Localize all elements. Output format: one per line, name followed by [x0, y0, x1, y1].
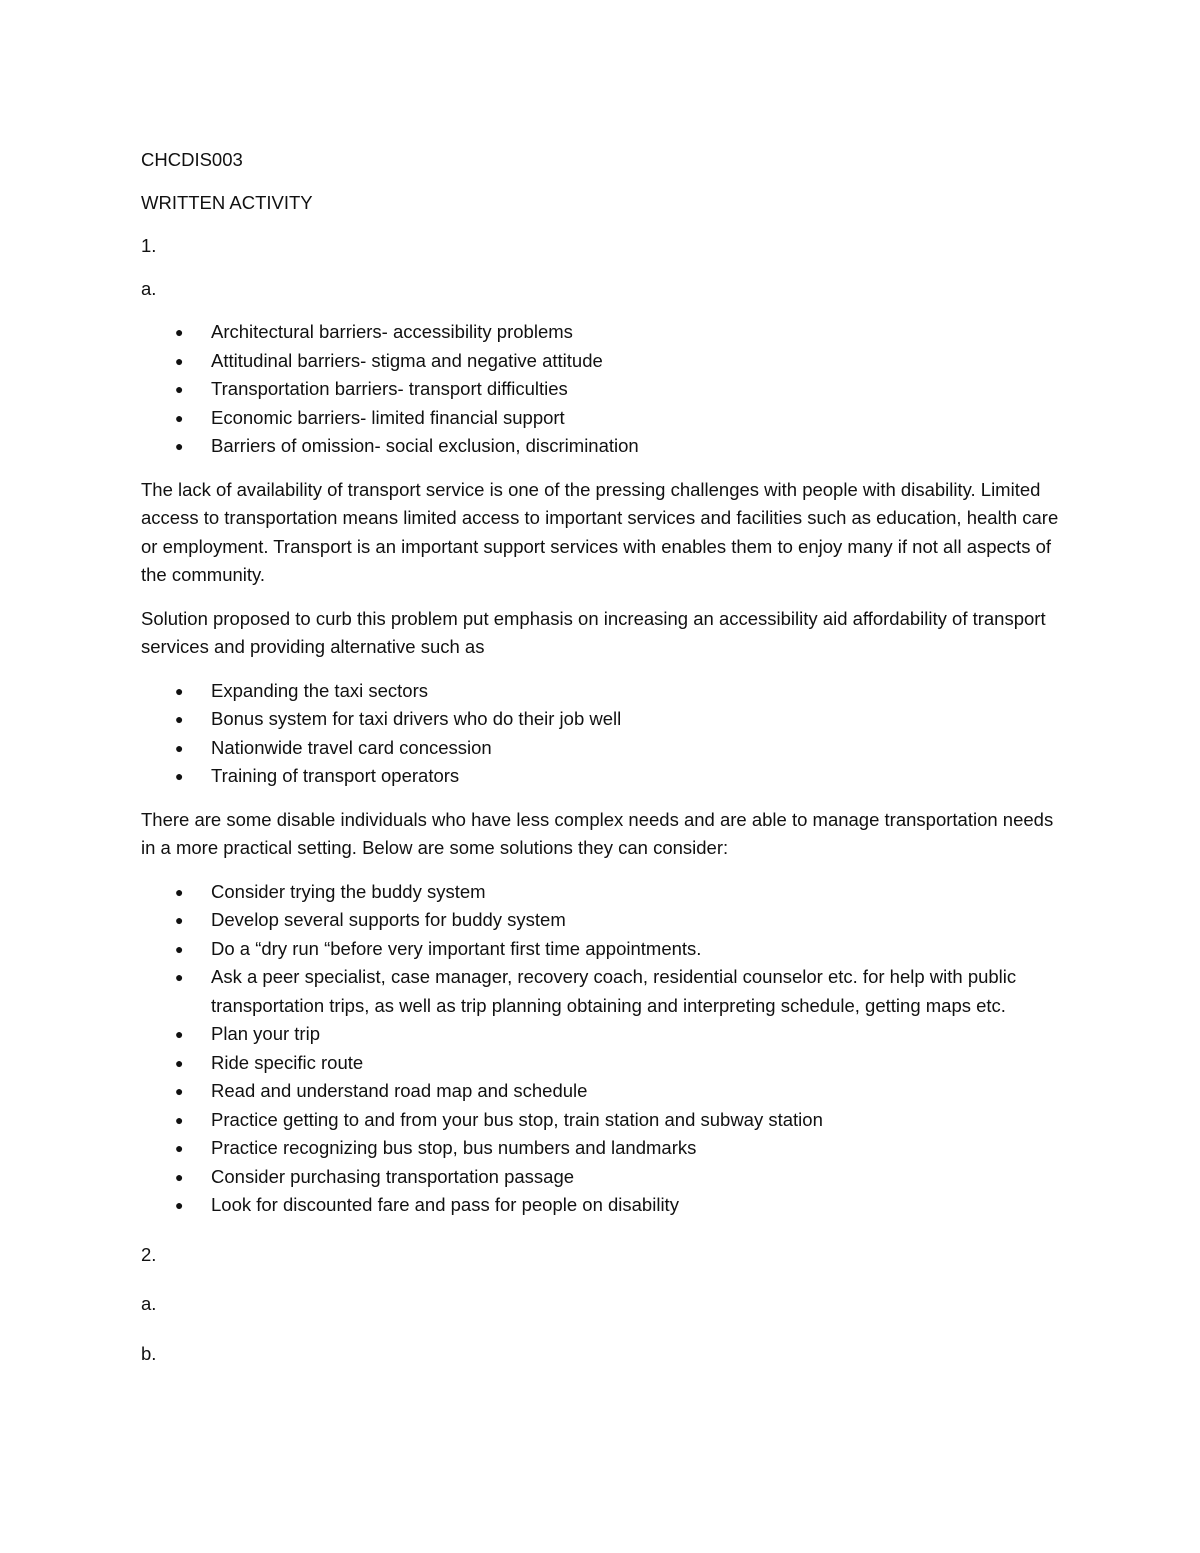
bullet-dot-icon: ●	[175, 1054, 184, 1071]
list-item-text: Look for discounted fare and pass for people on disability	[211, 1194, 679, 1215]
list-item	[141, 878, 1061, 907]
document-content	[141, 146, 1061, 1383]
question-2-part-a: a.	[141, 1293, 157, 1314]
list-item	[141, 677, 1061, 706]
list-item-text: Barriers of omission- social exclusion, discrimination	[211, 435, 639, 456]
list-item-text: Ride specific route	[211, 1051, 364, 1073]
list-item	[141, 1020, 1061, 1049]
list-item-text: Consider trying the buddy system	[211, 880, 486, 902]
list-item	[141, 1163, 1061, 1192]
bullet-dot-icon: ●	[175, 1140, 184, 1156]
list-item-text: Economic barriers- limited financial support	[211, 406, 565, 428]
list-item	[141, 318, 1061, 347]
list-item-text: Read and understand road map and schedule	[211, 1080, 588, 1101]
paragraph-proposed-solutions: Solution proposed to curb this problem put emphasis on increasing an accessibility aid affordability of transport services and providing alternative such as	[141, 607, 1046, 657]
bullet-dot-icon: ●	[175, 1083, 184, 1099]
bullet-dot-icon: ●	[175, 352, 184, 369]
bullet-dot-icon: ●	[175, 1168, 184, 1185]
list-item	[141, 404, 1061, 433]
unit-code: CHCDIS003	[141, 149, 243, 170]
list-item	[141, 1077, 1061, 1106]
question-1-number: 1.	[141, 235, 157, 256]
list-item	[141, 432, 1061, 461]
list-item-text: Ask a peer specialist, case manager, recovery coach, residential counselor etc. for help with public transportation trips, as well as trip planning obtaining and interpreting schedule, getting maps etc.	[211, 966, 1017, 1016]
list-item	[141, 347, 1061, 376]
bullet-dot-icon: ●	[175, 711, 184, 727]
bullet-dot-icon: ●	[175, 324, 184, 340]
bullet-dot-icon: ●	[175, 940, 184, 957]
bullet-dot-icon: ●	[175, 1111, 184, 1128]
list-item	[141, 906, 1061, 935]
practical-solutions-list	[141, 878, 1061, 1220]
list-item-text: Attitudinal barriers- stigma and negative attitude	[211, 349, 603, 371]
list-item-text: Bonus system for taxi drivers who do their job well	[211, 708, 622, 729]
list-item	[141, 1106, 1061, 1135]
list-item-text: Plan your trip	[211, 1023, 320, 1044]
list-item	[141, 1191, 1061, 1220]
question-1-part-a: a.	[141, 278, 157, 299]
list-item	[141, 935, 1061, 964]
list-item	[141, 1134, 1061, 1163]
list-item-text: Architectural barriers- accessibility problems	[211, 321, 573, 342]
list-item	[141, 1049, 1061, 1078]
list-item-text: Transportation barriers- transport difficulties	[211, 378, 568, 399]
list-item-text: Do a “dry run “before very important first time appointments.	[211, 937, 702, 959]
bullet-dot-icon: ●	[175, 768, 184, 784]
list-item	[141, 375, 1061, 404]
barriers-list	[141, 318, 1061, 461]
bullet-dot-icon: ●	[175, 381, 184, 397]
document-heading: WRITTEN ACTIVITY	[141, 192, 313, 213]
solutions-list	[141, 677, 1061, 791]
list-item-text: Consider purchasing transportation passage	[211, 1165, 575, 1187]
list-item-text: Develop several supports for buddy system	[211, 909, 566, 930]
bullet-dot-icon: ●	[175, 969, 184, 985]
bullet-dot-icon: ●	[175, 912, 184, 928]
paragraph-transport-challenges: The lack of availability of transport service is one of the pressing challenges with people with disability. Limited access to transportation means limited access to important services and facilities such as education, health care or employment. Transport is an important support services with enables them to enjoy many if not all aspects of the community.	[141, 478, 1059, 585]
list-item	[141, 705, 1061, 734]
bullet-dot-icon: ●	[175, 883, 184, 900]
list-item-text: Nationwide travel card concession	[211, 736, 492, 758]
bullet-dot-icon: ●	[175, 682, 184, 699]
paragraph-practical-needs: There are some disable individuals who have less complex needs and are able to manage transportation needs in a more practical setting. Below are some solutions they can consider:	[141, 808, 1054, 858]
bullet-dot-icon: ●	[175, 739, 184, 756]
list-item	[141, 734, 1061, 763]
bullet-dot-icon: ●	[175, 1026, 184, 1042]
list-item-text: Training of transport operators	[211, 765, 460, 786]
list-item-text: Practice recognizing bus stop, bus numbers and landmarks	[211, 1137, 697, 1158]
bullet-dot-icon: ●	[175, 409, 184, 426]
list-item	[141, 762, 1061, 791]
list-item	[141, 963, 1061, 1020]
list-item-text: Expanding the taxi sectors	[211, 679, 428, 701]
bullet-dot-icon: ●	[175, 438, 184, 454]
question-2-part-b: b.	[141, 1342, 157, 1364]
question-2-number: 2.	[141, 1243, 157, 1265]
bullet-dot-icon: ●	[175, 1197, 184, 1213]
list-item-text: Practice getting to and from your bus stop, train station and subway station	[211, 1108, 823, 1130]
